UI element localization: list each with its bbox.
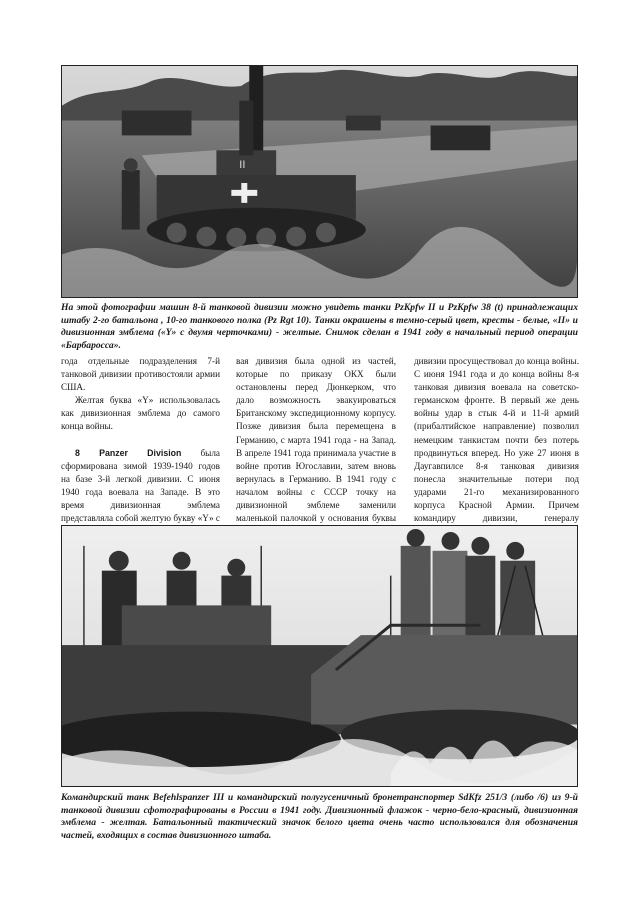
photo-caption-2: Командирский танк Befehlspanzer III и командирский полугусеничный бронетранспортер SdKfz 251/3 (либо /6) из 9-й танковой дивизии сфотографированы в России в 1941 году. Дивизионный флажок - черно-бело-красный, дивизионная эмблема - желтая. Батальонный тактический значок белого цвета очень часто использовался для обозначения частей, входящих в состав дивизионного штаба. xyxy=(61,792,578,841)
photo-tanks-field xyxy=(61,65,578,298)
paragraph: года отдельные подразделения 7-й танковой дивизии противостояли армии США. xyxy=(61,356,220,393)
paragraph: вая дивизия была одной из частей, которые по приказу ОКХ были остановлены перед Дюнкерком, что дало возможность эвакуироваться Британскому экспедиционному корпусу. Позже дивизия была перемещена в Германию, с марта 1941 года - на Запад. В апреле 1941 года принимала участие в войне против Югославии, затем вновь вернулась в Германию. В 1941 году с началом войны с СССР точку на дивизионной эмблеме заменили маленькой палочкой у основания буквы xyxy=(236,356,396,524)
text-column-1 xyxy=(61,355,220,551)
paragraph: дивизии просуществовал до конца войны. С июня 1941 года и до конца войны 8-я танковая дивизия воевала на советско-германском фронте. В первый же день войны удар в стык 4-й и 11-й армий (прибалтийское направление) позволил немецким танкистам почти без потерь продвинуться вперед. Но уже 27 июня в Даугавпилсе 8-я танковая дивизия понесла значительные потери под ударами 21-го механизированного корпуса Красной Армии. Причем командиру дивизии, генералу xyxy=(414,356,579,524)
text-column-2 xyxy=(236,355,396,538)
photo-command-tank xyxy=(61,525,578,787)
photo-tanks-field-image xyxy=(62,66,577,297)
paragraph: Желтая буква «Y» использовалась как дивизионная эмблема до самого конца войны. xyxy=(61,395,220,432)
division-name: 8 Panzer Division xyxy=(75,447,182,458)
text-column-3 xyxy=(414,355,579,538)
photo-caption-1: На этой фотографии машин 8-й танковой дивизии можно увидеть танки PzKpfw II и PzKpfw 38 (t) принадлежащих штабу 2-го батальона , 10-го танкового полка (Pz Rgt 10). Танки окрашены в темно-серый цвет, кресты - белые, «II» и дивизионная эмблема («Y» с двумя черточками) - желтые. Снимок сделан в 1941 году в начальный период операции «Барбаросса». xyxy=(61,302,578,351)
paragraph-text: была сформирована зимой 1939-1940 годов на базе 3-й легкой дивизии. С июня 1940 года воевала на Западе. В это время дивизионная эмблема представляла собой желтую букву «Y» с xyxy=(61,447,220,524)
svg-text:II: II xyxy=(239,159,246,172)
photo-command-tank-image xyxy=(62,526,577,786)
